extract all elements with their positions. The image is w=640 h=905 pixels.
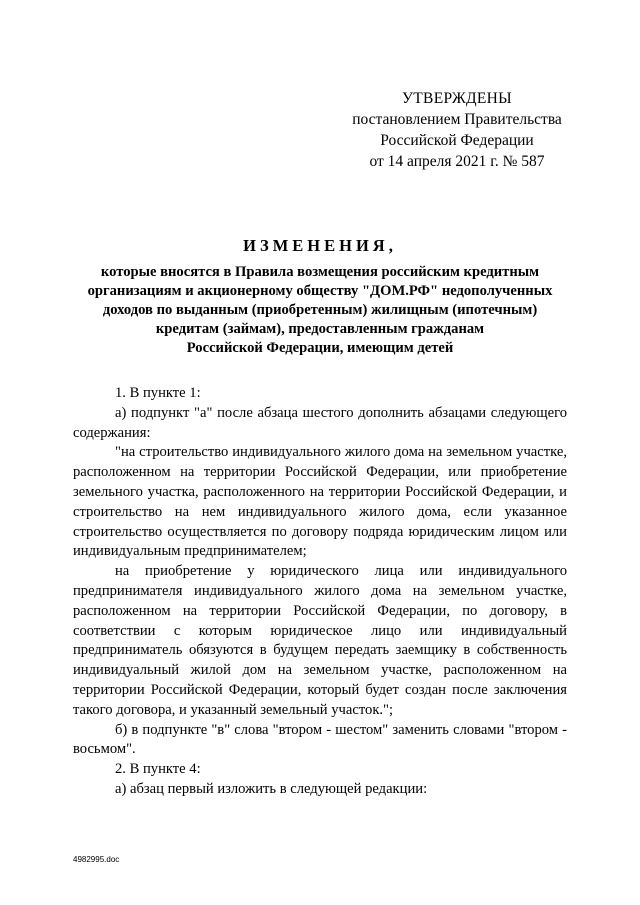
document-title: ИЗМЕНЕНИЯ,	[243, 236, 397, 255]
quote-paragraph-1: "на строительство индивидуального жилого дома на земельном участке, расположенном на территории Российской Федерации, или приобретение земельного участка, расположенного на территории Российской Федерации, и строительство на нем индивидуального жилого дома, если указанное строительство осуществляется по договору подряда юридическим лицом или индивидуальным предпринимателем;	[73, 444, 567, 560]
document-body	[73, 384, 567, 800]
subtitle-line: Российской Федерации, имеющим детей	[186, 340, 454, 356]
approval-heading: УТВЕРЖДЕНЫ	[402, 90, 512, 107]
approval-line-2: Российской Федерации	[380, 132, 534, 149]
subtitle-line: доходов по выданным (приобретенным) жилищным (ипотечным)	[102, 302, 538, 318]
subtitle-line: организациям и акционерному обществу "ДОМ.РФ" недополученных	[87, 283, 553, 299]
approval-line-3: от 14 апреля 2021 г. № 587	[369, 153, 545, 170]
document-subtitle	[60, 263, 580, 358]
paragraph-a: а) подпункт "а" после абзаца шестого дополнить абзацами следующего содержания:	[73, 404, 567, 441]
item-1: 1. В пункте 1:	[115, 385, 201, 401]
file-name-footer: 4982995.doc	[73, 855, 120, 864]
subtitle-line: которые вносятся в Правила возмещения российским кредитным	[100, 264, 540, 280]
paragraph-b: б) в подпункте "в" слова "втором - шестом" заменить словами "втором - восьмом".	[73, 721, 567, 758]
item-2: 2. В пункте 4:	[115, 761, 201, 778]
approval-line-1: постановлением Правительства	[352, 111, 562, 128]
paragraph-a2: а) абзац первый изложить в следующей редакции:	[115, 780, 428, 797]
quote-paragraph-2: на приобретение у юридического лица или индивидуального предпринимателя индивидуального жилого дома на земельном участке, расположенном на территории Российской Федерации, по договору, в соответствии с которым юридическое лицо или индивидуальный предприниматель обязуются в будущем передать заемщику в собственность индивидуальный жилой дом на земельном участке, расположенном на территории Российской Федерации, который будет создан после заключения такого договора, и указанный земельный участок.";	[73, 563, 567, 718]
approval-block	[328, 88, 586, 172]
subtitle-line: кредитам (займам), предоставленным гражданам	[155, 321, 485, 337]
